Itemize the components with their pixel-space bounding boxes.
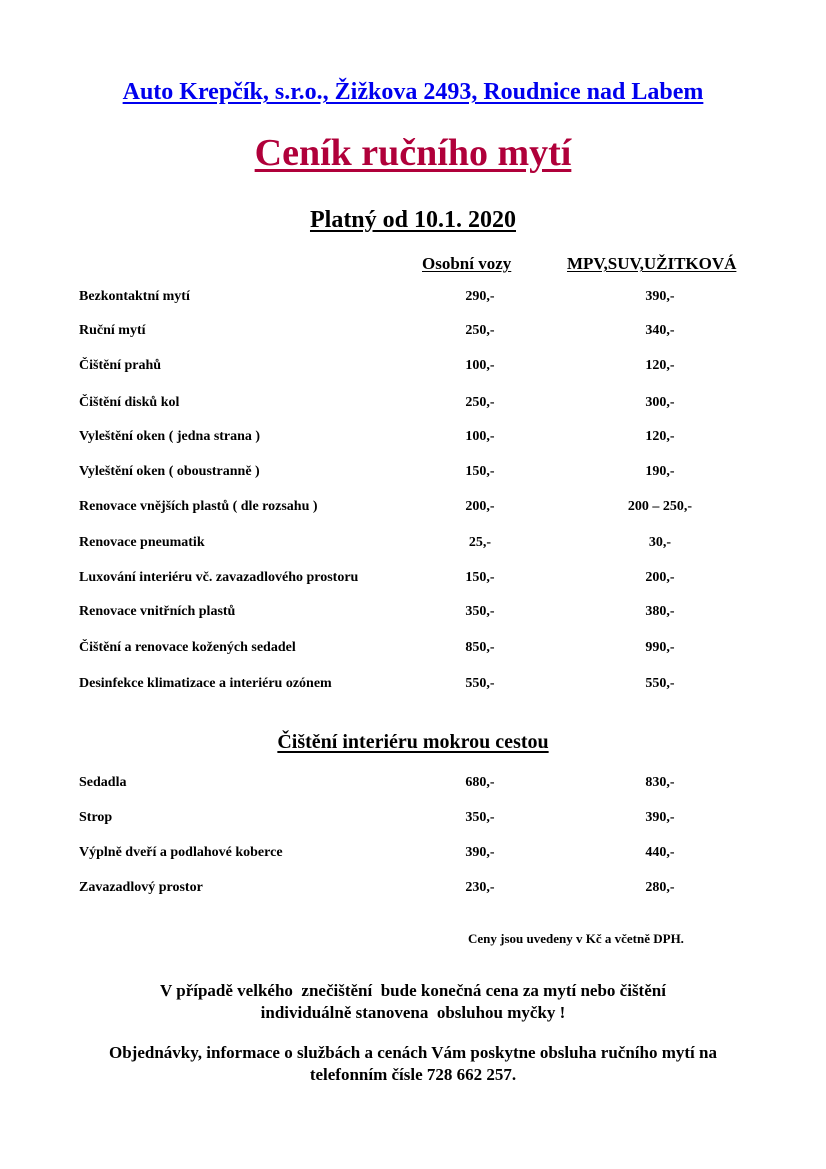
table-row xyxy=(0,358,826,378)
service-name: Sedadla xyxy=(79,775,127,790)
price-mpv: 990,- xyxy=(645,640,675,655)
service-name: Čištění disků kol xyxy=(79,395,180,410)
contact-info xyxy=(0,1042,826,1086)
service-name: Zavazadlový prostor xyxy=(79,880,203,895)
price-cars: 290,- xyxy=(465,289,495,304)
price-cars: 350,- xyxy=(465,604,495,619)
table-row xyxy=(0,464,826,484)
table-row xyxy=(0,499,826,519)
wet-cleaning-heading: Čištění interiéru mokrou cestou xyxy=(277,731,549,753)
service-name: Bezkontaktní mytí xyxy=(79,289,190,304)
dirt-notice-line: individuálně stanovena obsluhou myčky ! xyxy=(260,1003,566,1022)
valid-from: Platný od 10.1. 2020 xyxy=(309,207,516,233)
price-mpv: 120,- xyxy=(645,358,675,373)
table-row xyxy=(0,323,826,343)
table-row xyxy=(0,640,826,660)
service-name: Renovace vnějších plastů ( dle rozsahu ) xyxy=(79,499,318,514)
table-row xyxy=(0,289,826,309)
table-row xyxy=(0,395,826,415)
price-mpv: 120,- xyxy=(645,429,675,444)
price-cars: 25,- xyxy=(468,535,492,550)
page-title: Ceník ručního mytí xyxy=(254,132,572,174)
service-name: Čištění prahů xyxy=(79,358,162,373)
price-mpv: 390,- xyxy=(645,810,675,825)
price-note: Ceny jsou uvedeny v Kč a včetně DPH. xyxy=(468,931,684,946)
price-mpv: 380,- xyxy=(645,604,675,619)
service-name: Renovace vnitřních plastů xyxy=(79,604,236,619)
column-header-cars: Osobní vozy xyxy=(422,254,512,273)
price-cars: 390,- xyxy=(465,845,495,860)
service-name: Luxování interiéru vč. zavazadlového prostoru xyxy=(79,570,359,585)
price-cars: 150,- xyxy=(465,570,495,585)
price-cars: 680,- xyxy=(465,775,495,790)
price-cars: 350,- xyxy=(465,810,495,825)
table-row xyxy=(0,570,826,590)
price-mpv: 280,- xyxy=(645,880,675,895)
company-header: Auto Krepčík, s.r.o., Žižkova 2493, Roudnice nad Labem xyxy=(122,79,704,105)
price-mpv: 340,- xyxy=(645,323,675,338)
price-mpv: 830,- xyxy=(645,775,675,790)
price-mpv: 200 – 250,- xyxy=(627,499,693,514)
price-cars: 250,- xyxy=(465,395,495,410)
service-name: Renovace pneumatik xyxy=(79,535,205,550)
table-row xyxy=(0,845,826,865)
table-row xyxy=(0,676,826,696)
contact-line: Objednávky, informace o službách a cenách Vám poskytne obsluha ručního mytí na xyxy=(109,1043,717,1062)
price-cars: 200,- xyxy=(465,499,495,514)
price-cars: 150,- xyxy=(465,464,495,479)
contact-line: telefonním čísle 728 662 257. xyxy=(309,1065,517,1084)
price-mpv: 200,- xyxy=(645,570,675,585)
table-row xyxy=(0,429,826,449)
table-row xyxy=(0,535,826,555)
service-name: Desinfekce klimatizace a interiéru ozónem xyxy=(79,676,332,691)
price-cars: 250,- xyxy=(465,323,495,338)
service-name: Vyleštění oken ( jedna strana ) xyxy=(79,429,261,444)
service-name: Ruční mytí xyxy=(79,323,146,338)
price-cars: 230,- xyxy=(465,880,495,895)
price-cars: 850,- xyxy=(465,640,495,655)
service-name: Strop xyxy=(79,810,113,825)
price-cars: 100,- xyxy=(465,429,495,444)
dirt-notice xyxy=(0,980,826,1024)
price-mpv: 440,- xyxy=(645,845,675,860)
price-mpv: 550,- xyxy=(645,676,675,691)
service-name: Výplně dveří a podlahové koberce xyxy=(79,845,283,860)
price-mpv: 190,- xyxy=(645,464,675,479)
price-mpv: 300,- xyxy=(645,395,675,410)
column-header-mpv: MPV,SUV,UŽITKOVÁ xyxy=(567,254,737,273)
service-name: Čištění a renovace kožených sedadel xyxy=(79,640,296,655)
table-row xyxy=(0,775,826,795)
price-cars: 550,- xyxy=(465,676,495,691)
price-mpv: 30,- xyxy=(648,535,672,550)
table-row xyxy=(0,810,826,830)
price-cars: 100,- xyxy=(465,358,495,373)
service-name: Vyleštění oken ( oboustranně ) xyxy=(79,464,260,479)
table-row xyxy=(0,880,826,900)
dirt-notice-line: V případě velkého znečištění bude konečná cena za mytí nebo čištění xyxy=(160,981,666,1000)
price-mpv: 390,- xyxy=(645,289,675,304)
table-row xyxy=(0,604,826,624)
